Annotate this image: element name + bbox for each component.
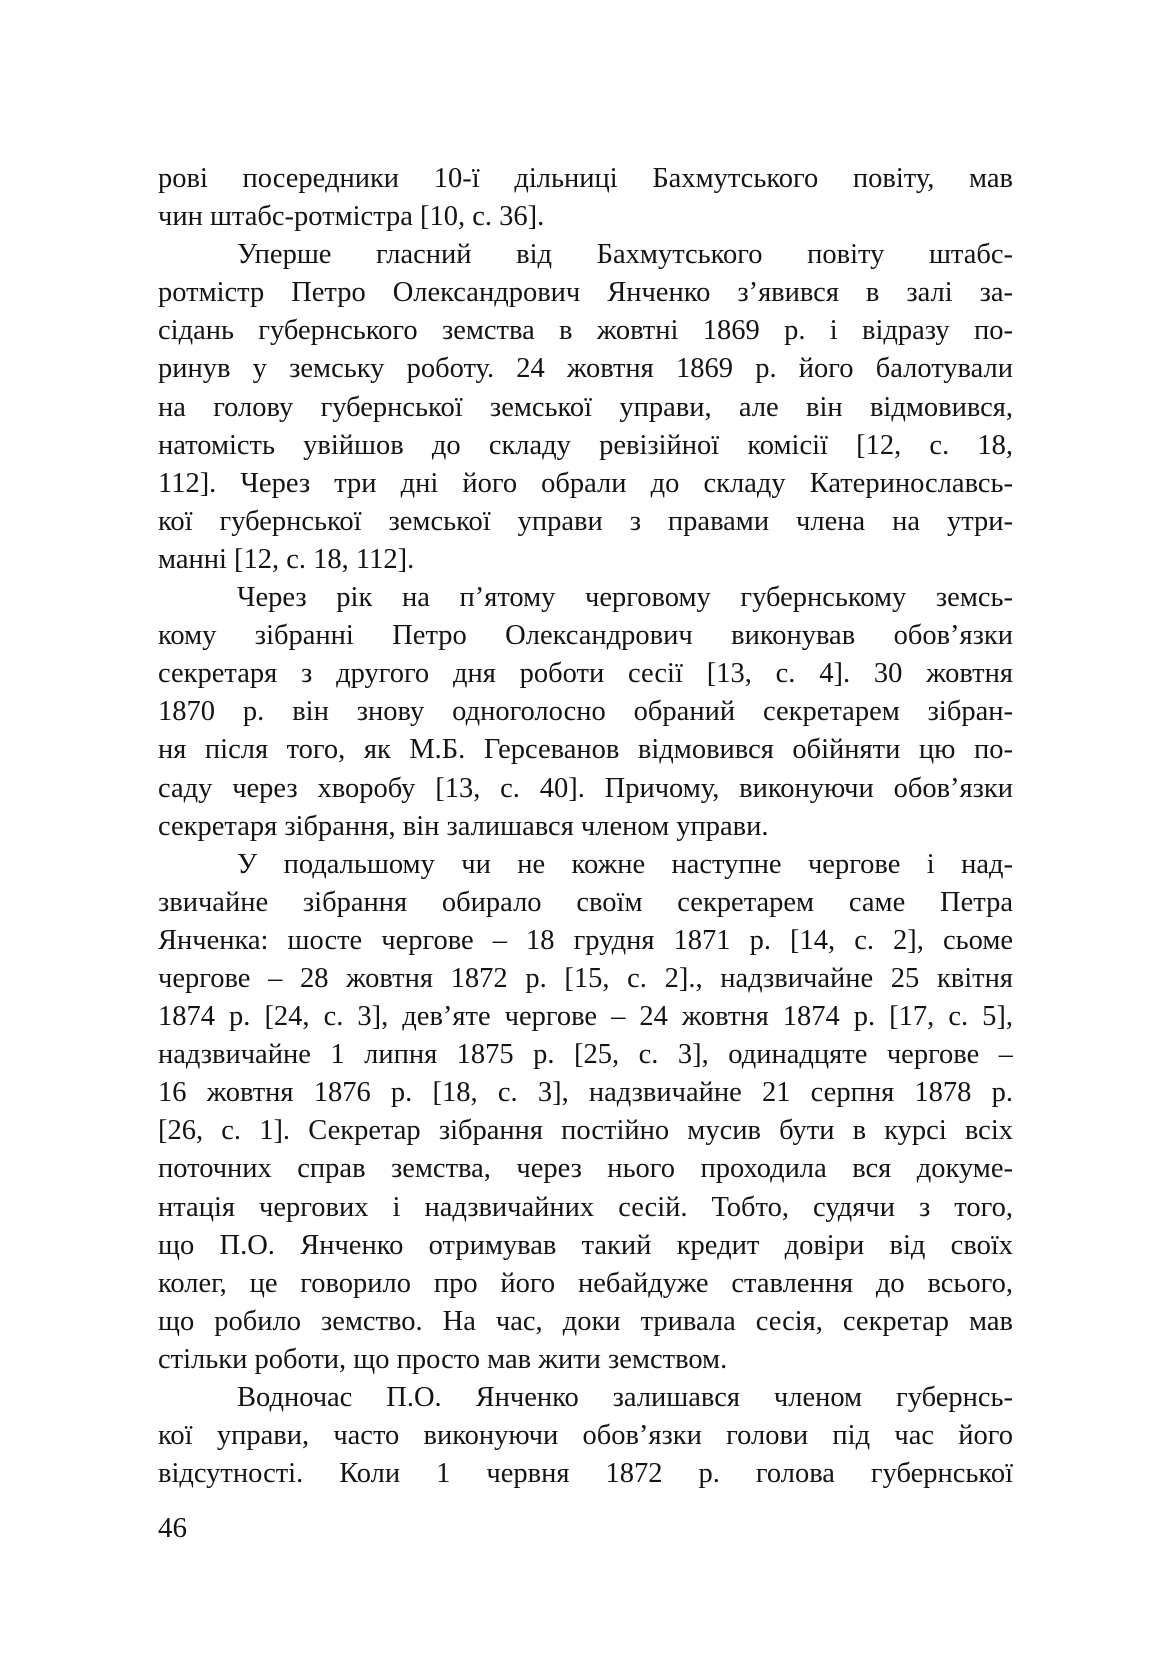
text-line: надзвичайне 1 липня 1875 р. [25, с. 3], одинадцяте чергове – bbox=[158, 1039, 1013, 1071]
page-number: 46 bbox=[158, 1512, 187, 1544]
text-line: Водночас П.О. Янченко залишався членом губернсь- bbox=[237, 1382, 1013, 1413]
text-line: чин штабс-ротмістра [10, с. 36]. bbox=[158, 201, 545, 233]
text-line: секретаря з другого дня роботи сесії [13, с. 4]. 30 жовтня bbox=[158, 658, 1013, 690]
text-line: 1870 р. він знову одноголосно обраний секретарем зібран- bbox=[158, 696, 1013, 728]
text-line: нтація чергових і надзвичайних сесій. Тобто, судячи з того, bbox=[158, 1191, 1013, 1223]
text-line: чергове – 28 жовтня 1872 р. [15, с. 2]., надзвичайне 25 квітня bbox=[158, 962, 1013, 994]
text-line: Янченка: шосте чергове – 18 грудня 1871 р. [14, с. 2], сьоме bbox=[158, 924, 1013, 956]
text-line: Через рік на п’ятому черговому губернському земсь- bbox=[237, 582, 1013, 614]
body-text bbox=[158, 160, 1013, 1493]
text-line: колег, це говорило про його небайдуже ставлення до всього, bbox=[158, 1267, 1013, 1299]
text-line: звичайне зібрання обирало своїм секретарем саме Петра bbox=[158, 886, 1013, 918]
text-line: відсутності. Коли 1 червня 1872 р. голова губернської bbox=[158, 1458, 1013, 1490]
text-line: У подальшому чи не кожне наступне чергове і над- bbox=[237, 848, 1013, 880]
text-line: [26, с. 1]. Секретар зібрання постійно мусив бути в курсі всіх bbox=[158, 1115, 1013, 1147]
text-line: натомість увійшов до складу ревізійної комісії [12, с. 18, bbox=[158, 429, 1013, 461]
text-line: кому зібранні Петро Олександрович виконував обов’язки bbox=[158, 620, 1013, 652]
text-line: Уперше гласний від Бахмутського повіту штабс- bbox=[237, 239, 1013, 271]
text-line: саду через хворобу [13, с. 40]. Причому, виконуючи обов’язки bbox=[158, 772, 1013, 804]
text-line: манні [12, с. 18, 112]. bbox=[158, 543, 415, 575]
text-line: стільки роботи, що просто мав жити земством. bbox=[158, 1343, 728, 1375]
text-line: ринув у земську роботу. 24 жовтня 1869 р. його балотували bbox=[158, 353, 1013, 385]
text-line: 16 жовтня 1876 р. [18, с. 3], надзвичайне 21 серпня 1878 р. bbox=[158, 1077, 1013, 1109]
text-line: сідань губернського земства в жовтні 1869 р. і відразу по- bbox=[158, 315, 1013, 347]
text-line: ротмістр Петро Олександрович Янченко з’явився в залі за- bbox=[158, 277, 1013, 309]
text-line: поточних справ земства, через нього проходила вся докуме- bbox=[158, 1153, 1013, 1185]
text-line: секретаря зібрання, він залишався членом управи. bbox=[158, 810, 769, 842]
text-line: кої губернської земської управи з правами члена на утри- bbox=[158, 505, 1013, 537]
text-line: що робило земство. На час, доки тривала сесія, секретар мав bbox=[158, 1305, 1013, 1337]
text-line: 112]. Через три дні його обрали до складу Катеринославсь- bbox=[158, 467, 1013, 499]
text-line: 1874 р. [24, с. 3], дев’яте чергове – 24 жовтня 1874 р. [17, с. 5], bbox=[158, 1001, 1013, 1033]
text-line: рові посередники 10-ї дільниці Бахмутського повіту, мав bbox=[158, 163, 1013, 194]
text-line: ня після того, як М.Б. Герсеванов відмовився обійняти цю по- bbox=[158, 734, 1013, 766]
text-line: що П.О. Янченко отримував такий кредит довіри від своїх bbox=[158, 1229, 1013, 1261]
text-line: кої управи, часто виконуючи обов’язки голови під час його bbox=[158, 1420, 1013, 1452]
text-line: на голову губернської земської управи, але він відмовився, bbox=[158, 391, 1013, 423]
